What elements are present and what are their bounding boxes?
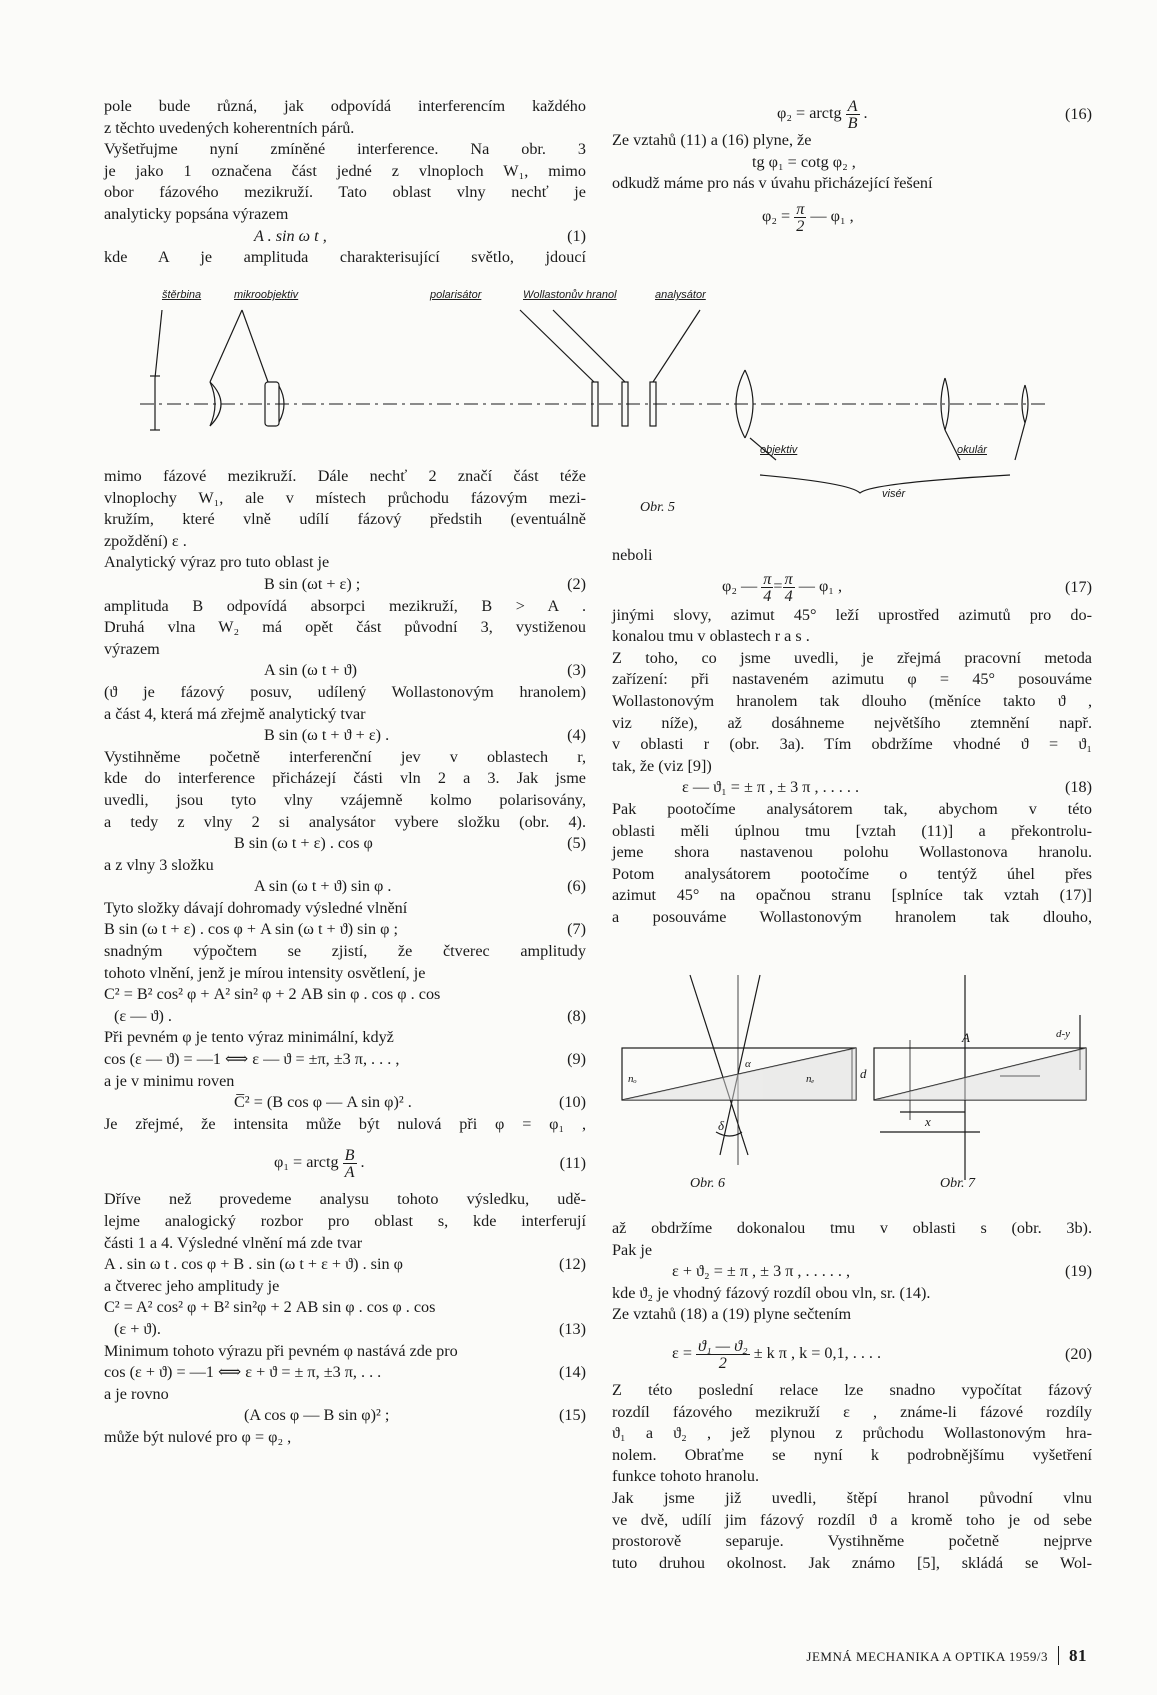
right-column-bottom	[612, 1218, 1092, 1574]
equation-number: (2)	[567, 574, 586, 593]
text-line: kružím, které vlně udílí fázový předstih (eventuálně	[104, 510, 586, 529]
equation-expr: (ε + ϑ).	[114, 1319, 161, 1338]
equation-number: (6)	[567, 877, 586, 896]
equation-number: (7)	[567, 920, 586, 939]
fraction-denominator: 2	[718, 1353, 727, 1372]
text-line: Pak pootočíme analysátorem tak, abychom v této	[612, 799, 1092, 818]
text-line: ve dvě, udílí jim fázový rozdíl ϑ a kromě toho je od sebe	[612, 1510, 1092, 1529]
text-line: v oblasti r (obr. 3a). Tím obdržíme vhodné ϑ = ϑ₁	[612, 735, 1092, 754]
label-okular: okulár	[957, 444, 987, 456]
text-line: výrazem	[104, 639, 160, 658]
text-line: oblasti měli úplnou tmu [vztah (11)] a překontrolu-	[612, 821, 1092, 840]
fraction-numerator: π	[784, 569, 793, 588]
fraction	[696, 1338, 750, 1371]
equation-expr: cos (ε + ϑ) = —1 ⟺ ε + ϑ = ± π, ±3 π, . . .	[104, 1363, 382, 1382]
equation-number: (20)	[1065, 1344, 1092, 1363]
text-line: (ϑ je fázový posuv, udílený Wollastonovým hranolem)	[104, 682, 586, 701]
text-line: až obdržíme dokonalou tmu v oblasti s (obr. 3b).	[612, 1219, 1092, 1237]
text-line: ϑ₁ a ϑ₂ , jež plynou z průchodu Wollastonovým hra-	[612, 1424, 1092, 1443]
text-line: nolem. Obraťme se nyní k podrobnějšímu vyšetření	[612, 1445, 1092, 1464]
text-line: odkudž máme pro nás v úvahu přicházející řešení	[612, 174, 933, 193]
spacer	[612, 1326, 1092, 1334]
text-line: funkce tohoto hranolu.	[612, 1467, 759, 1486]
equation-number: (16)	[1065, 105, 1092, 123]
text-line: viz níže), až dosáhneme největšího ztemnění např.	[612, 713, 1092, 732]
equation-part: .	[360, 1153, 365, 1172]
text-line: Wollastonovým hranolem tak dlouho (měníce takto ϑ ,	[612, 691, 1092, 710]
text-line: neboli	[612, 546, 653, 564]
equation-number: (1)	[567, 226, 586, 245]
text-line: Dříve než provedeme analysu tohoto výsledku, udě-	[104, 1190, 586, 1209]
equation-part: — φ₁ ,	[798, 576, 843, 595]
fraction: $\frac{A}{B}$	[847, 97, 858, 132]
text-line: kde do interference přicházejí části vln 2 a 3. Jak jsme	[104, 769, 586, 788]
equation-expr: ε + ϑ₂ = ± π , ± 3 π , . . . . . ,	[672, 1262, 851, 1281]
equation-expr: cos (ε — ϑ) = —1 ⟺ ε — ϑ = ±π, ±3 π, . . . ,	[104, 1050, 400, 1069]
label-mikroobjektiv: mikroobjektiv	[234, 289, 299, 301]
text-line: Potom analysátorem pootočíme o tentýž úhel přes	[612, 864, 1092, 883]
fraction: $\frac{\pi}{2}$	[796, 199, 805, 235]
equation-expr: A sin (ω t + ϑ) sin φ .	[254, 877, 392, 896]
page-footer	[806, 1646, 1087, 1666]
fraction-denominator: 4	[763, 586, 772, 605]
text-line: a část 4, která má zřejmě analytický tvar	[104, 704, 366, 723]
text-line: a z vlny 3 složku	[104, 855, 214, 874]
text-line: Druhá vlna W₂ má opět část původní 3, vystiženou	[104, 618, 586, 637]
text-line: azimut 45° na opačnou stranu [splníce tak vztah (17)]	[612, 886, 1092, 905]
text-line: vlnoplochy W₁, ale v místech průchodu fázovým mezi-	[104, 488, 586, 507]
text-line: a tedy z vlny 2 si analysátor vybere složku (obr. 4).	[104, 812, 586, 831]
text-line: Ze vztahů (18) a (19) plyne sečtením	[612, 1305, 852, 1324]
letter-d-y: d-y	[1056, 1028, 1071, 1040]
equation-expr: A . sin ω t ,	[254, 226, 327, 245]
text-line: uvedli, jsou tyto vlny vzájemně kolmo polarisovány,	[104, 790, 586, 809]
equation-part: φ₂ —	[722, 576, 758, 595]
equation-number: (14)	[559, 1363, 586, 1382]
equation-expr: C² = B² cos² φ + A² sin² φ + 2 AB sin φ . cos φ . cos	[104, 985, 441, 1004]
figure-caption-7: Obr. 7	[940, 1176, 976, 1191]
equation-part: φ₁ = arctg	[274, 1153, 339, 1172]
text-line: Jak jsme již uvedli, štěpí hranol původní vlnu	[612, 1488, 1092, 1507]
equation-expr: φ₂ = arctg $\frac{A}{B}$ .	[777, 97, 868, 132]
text-line: Pak je	[612, 1240, 653, 1259]
equation-expr: B sin (ω t + ε) . cos φ	[234, 834, 373, 853]
text-line: a čtverec jeho amplitudy je	[104, 1276, 280, 1295]
equation-pi: φ₂ = $\frac{\pi}{2}$ — φ₁ ,	[762, 199, 854, 235]
text-line: jeme shora nastavenou polohu Wollastonova hranolu.	[612, 843, 1092, 862]
label-objektiv: objektiv	[760, 444, 798, 456]
text-line: Je zřejmé, že intensita může být nulová při φ = φ₁ ,	[104, 1114, 586, 1133]
equation-expr: A sin (ω t + ϑ)	[264, 661, 357, 680]
text-line: prostorově separuje. Vystihněme početně nejprve	[612, 1532, 1092, 1551]
text-line: analyticky popsána výrazem	[104, 204, 289, 223]
label-wollaston: Wollastonův hranol	[523, 289, 617, 301]
equation-number: (18)	[1065, 778, 1092, 797]
text-line: Z této poslední relace lze snadno vypočítat fázový	[612, 1380, 1092, 1399]
equation-number: (10)	[559, 1093, 586, 1112]
text-line: tohoto vlnění, jenž je mírou intensity osvětlení, je	[104, 963, 426, 982]
equation-expr: (ε — ϑ) .	[114, 1006, 172, 1025]
letter-ne: nₑ	[806, 1073, 815, 1085]
equation-number: (12)	[559, 1255, 586, 1274]
fraction-numerator: π	[763, 569, 772, 588]
spacer	[612, 1372, 1092, 1380]
figure-caption: Obr. 5	[640, 500, 676, 515]
text-line: snadným výpočtem se zjistí, že čtverec amplitudy	[104, 942, 586, 961]
fraction-numerator: B	[344, 1146, 355, 1165]
text-line: lejme analogický rozbor pro oblast s, kde interferují	[104, 1212, 586, 1230]
equation-part: ± k π , k = 0,1, . . . .	[753, 1344, 882, 1363]
equation-part: ε =	[672, 1344, 692, 1363]
equation-number: (8)	[567, 1006, 586, 1025]
text-line: je jako 1 označena část jedné z vlnoploch W₁, mimo	[104, 161, 586, 180]
equation-number: (13)	[559, 1319, 586, 1338]
text-line: konalou tmu v oblastech r a s .	[612, 627, 810, 646]
text-line: Vyšetřujme nyní zmíněné interference. Na obr. 3	[104, 140, 586, 159]
text-line: kde A je amplituda charakterisující světlo, jdoucí	[104, 248, 586, 267]
equation-number: (15)	[559, 1406, 586, 1425]
letter-A: A	[962, 1030, 970, 1045]
text-line: Ze vztahů (11) a (16) plyne, že	[612, 131, 812, 149]
text-line: Analytický výraz pro tuto oblast je	[104, 553, 330, 572]
text-line: Vystihněme početně interferenční jev v oblastech r,	[104, 747, 586, 766]
figure-caption-6: Obr. 6	[690, 1176, 726, 1191]
text-line: amplituda B odpovídá absorpci mezikruží, B > A .	[104, 596, 586, 615]
equation-expr: C̅² = (B cos φ — A sin φ)² .	[234, 1093, 412, 1112]
equation-expr	[672, 1338, 881, 1371]
letter-no: nₒ	[628, 1073, 637, 1085]
text-line: zařízení: při nastaveném azimutu φ = 45° posouváme	[612, 670, 1092, 689]
text-line: zpoždění) ε .	[104, 531, 187, 550]
text-line: mimo fázové mezikruží. Dále nechť 2 značí část téže	[104, 467, 586, 485]
text-line: a je v minimu roven	[104, 1071, 235, 1090]
equation-part: =	[773, 576, 783, 595]
label-viser: visér	[882, 488, 906, 500]
text-line: a je rovno	[104, 1384, 169, 1403]
label-analysator: analysátor	[655, 289, 706, 301]
text-line: z těchto uvedených koherentních párů.	[104, 118, 355, 137]
equation-expr: B sin (ω t + ε) . cos φ + A sin (ω t + ϑ) sin φ ;	[104, 920, 398, 939]
equation-expr: A . sin ω t . cos φ + B . sin (ω t + ε + ϑ) . sin φ	[104, 1255, 403, 1274]
equation-number: (19)	[1065, 1262, 1092, 1281]
equation-expr: (A cos φ — B sin φ)² ;	[244, 1406, 390, 1425]
letter-alpha: α	[745, 1058, 751, 1070]
equation-expr: B sin (ωt + ε) ;	[264, 574, 361, 593]
text-line: Z toho, co jsme uvedli, je zřejmá pracovní metoda	[612, 648, 1092, 667]
label-sterbina: štěrbina	[162, 289, 202, 301]
text-line: části 1 a 4. Výsledné vlnění má zde tvar	[104, 1233, 363, 1252]
text-line: kde ϑ₂ je vhodný fázový rozdíl obou vln, sr. (14).	[612, 1283, 931, 1302]
equation-number: (9)	[567, 1050, 586, 1069]
fraction-denominator: A	[344, 1163, 355, 1182]
letter-x: x	[925, 1114, 931, 1129]
text-line: obor fázového mezikruží. Tato oblast vlny nechť je	[104, 183, 586, 202]
fraction-numerator: ϑ₁ — ϑ₂	[698, 1336, 748, 1355]
journal-name: JEMNÁ MECHANIKA A OPTIKA 1959/3	[806, 1649, 1048, 1664]
equation	[612, 1261, 1092, 1283]
text-line: tak, že (viz [9])	[612, 756, 712, 775]
letter-d: d	[860, 1066, 867, 1081]
equation-number: (5)	[567, 834, 586, 853]
letter-delta: δ	[718, 1118, 725, 1133]
equation-expr: B sin (ω t + ϑ + ε) .	[264, 726, 390, 745]
label-polarisator: polarisátor	[430, 289, 482, 301]
text-line: Při pevném φ je tento výraz minimální, když	[104, 1028, 394, 1047]
equation	[612, 1334, 1092, 1372]
text-line: rozdíl fázového mezikruží ε , známe-li fázové rozdíly	[612, 1402, 1092, 1421]
equation-tg: tg φ₁ = cotg φ₂ ,	[752, 152, 856, 171]
text-line: může být nulové pro φ = φ₂ ,	[104, 1427, 292, 1446]
page-number: 81	[1058, 1646, 1087, 1665]
equation-expr: C² = A² cos² φ + B² sin²φ + 2 AB sin φ . cos φ . cos	[104, 1298, 436, 1317]
text-line: Minimum tohoto výrazu při pevném φ nastává zde pro	[104, 1341, 458, 1360]
text-line: pole bude různá, jak odpovídá interferencím každého	[104, 97, 586, 115]
fraction-denominator: 4	[784, 586, 793, 605]
text-line: a posouváme Wollastonovým hranolem tak dlouho,	[612, 907, 1092, 926]
equation-number: (4)	[567, 726, 586, 745]
text-line: tuto druhou okolnost. Jak známo [5], skládá se Wol-	[612, 1553, 1092, 1572]
text-line: jinými slovy, azimut 45° leží uprostřed azimutů pro do-	[612, 605, 1092, 624]
equation-number: (11)	[559, 1154, 586, 1173]
text-line: Tyto složky dávají dohromady výsledné vlnění	[104, 898, 408, 917]
equation-number: (17)	[1065, 577, 1092, 596]
equation-expr: ε — ϑ₁ = ± π , ± 3 π , . . . . .	[682, 778, 860, 797]
equation-number: (3)	[567, 661, 586, 680]
